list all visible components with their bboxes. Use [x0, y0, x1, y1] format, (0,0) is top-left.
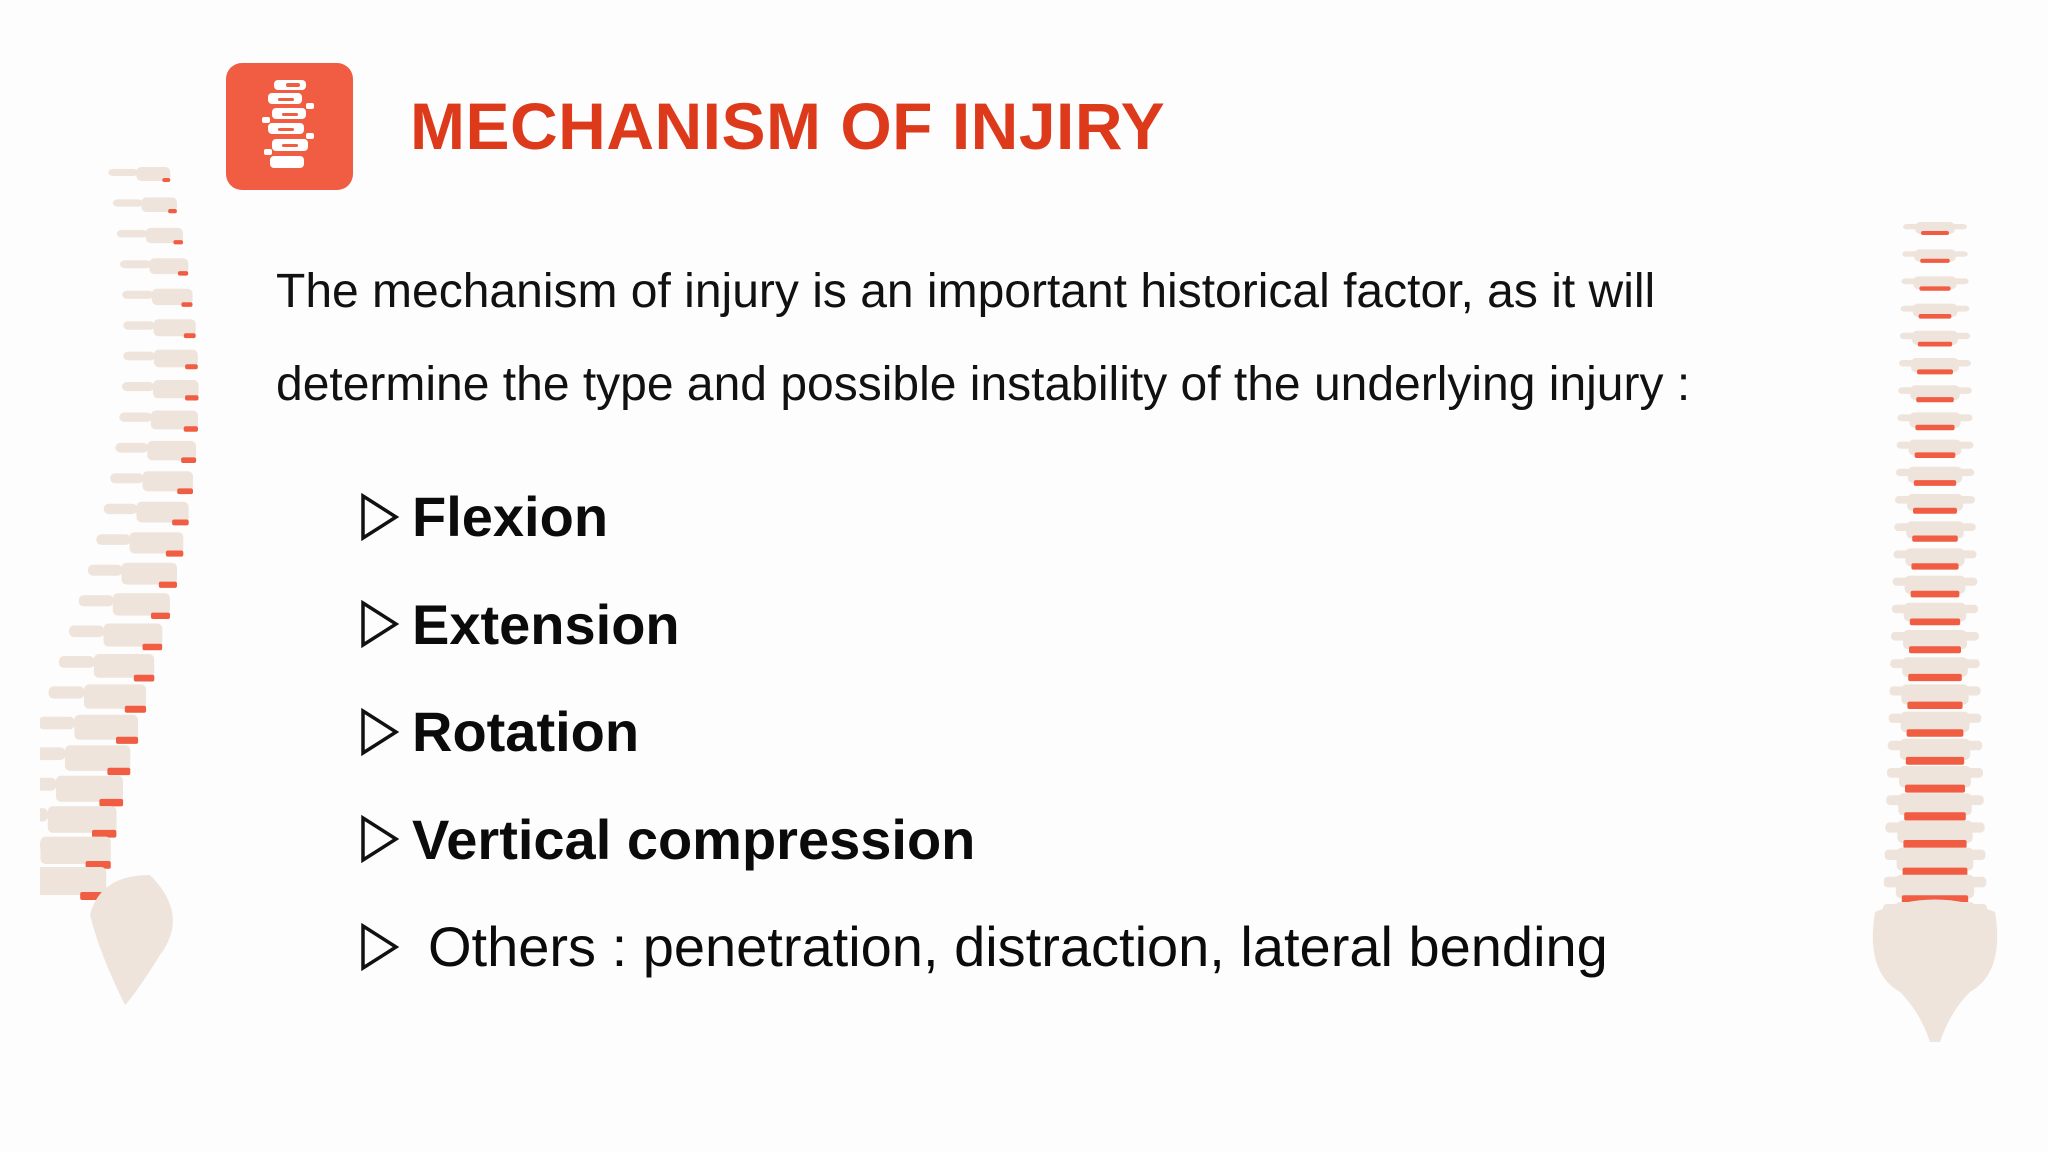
spinal-disc — [1903, 840, 1966, 848]
spinal-disc — [99, 799, 123, 807]
spinal-disc — [1908, 674, 1962, 681]
vertebra-process — [40, 808, 48, 821]
triangle-bullet-icon — [360, 600, 400, 648]
spinal-disc — [172, 520, 189, 526]
intro-line: The mechanism of injury is an important historical factor, as it will — [276, 265, 1656, 318]
vertebra-process — [120, 260, 151, 268]
vertebra-process — [122, 291, 153, 299]
vertebra-process — [115, 443, 148, 453]
vertebra-process — [110, 473, 144, 483]
spine-front-view-icon — [1860, 212, 2010, 1052]
vertebra — [122, 563, 178, 585]
vertebra — [48, 806, 117, 833]
list-item-rotation — [360, 678, 1608, 786]
triangle-bullet-icon — [360, 493, 400, 541]
spinal-disc — [1912, 536, 1958, 542]
sacrum — [1873, 900, 1997, 1043]
vertebra-process — [119, 413, 152, 422]
spinal-disc — [185, 364, 198, 369]
list-item-flexion — [360, 463, 1608, 571]
list-item-label: Rotation — [412, 700, 640, 764]
vertebra-process — [69, 626, 104, 638]
vertebra — [1901, 712, 1970, 733]
vertebra-process — [49, 686, 85, 698]
vertebra — [143, 471, 194, 491]
spine-side-view-icon — [40, 155, 240, 1015]
list-item-label: Others : penetration, distraction, lateral bending — [428, 915, 1608, 979]
spinal-disc — [162, 178, 170, 182]
vertebra-process — [117, 230, 148, 238]
vertebra-process — [88, 565, 123, 576]
list-item-label: Flexion — [412, 485, 609, 549]
vertebra-process — [104, 504, 138, 514]
spinal-disc — [177, 488, 193, 494]
spinal-disc — [1920, 259, 1950, 263]
vertebra — [40, 867, 106, 895]
page-title: MECHANISM OF INJIRY — [410, 89, 1166, 163]
spine-icon — [226, 63, 353, 190]
triangle-bullet-icon — [360, 815, 400, 863]
spinal-disc — [1915, 425, 1954, 430]
spinal-disc — [1911, 563, 1958, 569]
vertebra-process — [79, 595, 114, 606]
spinal-disc — [1917, 369, 1953, 374]
spinal-disc — [1916, 397, 1954, 402]
spinal-disc — [1904, 812, 1966, 820]
spinal-disc — [173, 240, 183, 244]
spinal-disc — [1910, 619, 1960, 626]
list-item-others — [360, 893, 1608, 1001]
spinal-disc — [1907, 729, 1964, 737]
vertebra — [130, 532, 184, 553]
spinal-disc — [134, 675, 155, 682]
spinal-disc — [116, 737, 138, 744]
vertebra-process — [40, 717, 75, 730]
vertebra-process — [123, 352, 155, 361]
vertebra — [104, 624, 163, 647]
list-item-label: Vertical compression — [412, 807, 976, 871]
spinal-disc — [166, 551, 183, 557]
vertebra-process — [40, 778, 56, 791]
spinal-disc — [184, 426, 198, 431]
spinal-disc — [151, 613, 170, 619]
spinal-disc — [1915, 452, 1956, 458]
spinal-disc — [1906, 757, 1964, 765]
vertebra — [1899, 766, 1971, 788]
spinal-disc — [1911, 591, 1960, 598]
vertebra — [1897, 848, 1974, 871]
vertebra-process — [113, 199, 143, 206]
spinal-disc — [1907, 702, 1962, 709]
intro-paragraph — [276, 245, 1836, 431]
vertebra — [1900, 739, 1970, 760]
spinal-disc — [143, 644, 163, 651]
vertebra-process — [40, 747, 65, 760]
vertebra-process — [108, 169, 138, 176]
triangle-bullet-icon — [360, 923, 400, 971]
list-item-label: Extension — [412, 592, 680, 656]
vertebra — [1896, 875, 1974, 899]
spinal-disc — [184, 333, 196, 338]
spinal-disc — [1919, 314, 1952, 319]
vertebra — [137, 502, 189, 523]
spinal-disc — [1913, 508, 1957, 514]
spinal-disc — [159, 582, 177, 588]
vertebra-process — [122, 382, 154, 391]
vertebra — [1897, 820, 1972, 843]
mechanism-list — [360, 463, 1608, 1001]
list-item-vertical-compression — [360, 786, 1608, 894]
vertebra — [84, 684, 146, 708]
spinal-disc — [1909, 646, 1961, 653]
spinal-disc — [92, 830, 116, 838]
vertebra — [74, 715, 138, 740]
vertebra — [113, 593, 170, 616]
vertebra-process — [59, 656, 95, 668]
spinal-disc — [1905, 785, 1965, 793]
vertebra — [65, 745, 130, 771]
spinal-disc — [1919, 286, 1950, 290]
vertebra — [56, 776, 123, 802]
spinal-disc — [1921, 231, 1949, 235]
spinal-disc — [181, 302, 192, 307]
spinal-disc — [107, 768, 130, 775]
sacrum — [90, 875, 173, 1005]
vertebra — [1901, 684, 1968, 704]
spinal-disc — [168, 209, 177, 213]
vertebra — [1898, 793, 1972, 815]
list-item-extension — [360, 571, 1608, 679]
spinal-disc — [1914, 480, 1956, 486]
spinal-disc — [178, 271, 188, 276]
spinal-disc — [181, 457, 196, 463]
intro-line: determine the type and possible instability of the underlying injury : — [276, 358, 1691, 411]
vertebra — [94, 654, 154, 678]
vertebra-process — [96, 534, 130, 545]
vertebra — [41, 837, 111, 864]
spinal-disc — [185, 395, 199, 400]
spinal-disc — [1918, 342, 1952, 347]
spinal-disc — [125, 706, 146, 713]
triangle-bullet-icon — [360, 708, 400, 756]
vertebra-process — [123, 321, 155, 330]
